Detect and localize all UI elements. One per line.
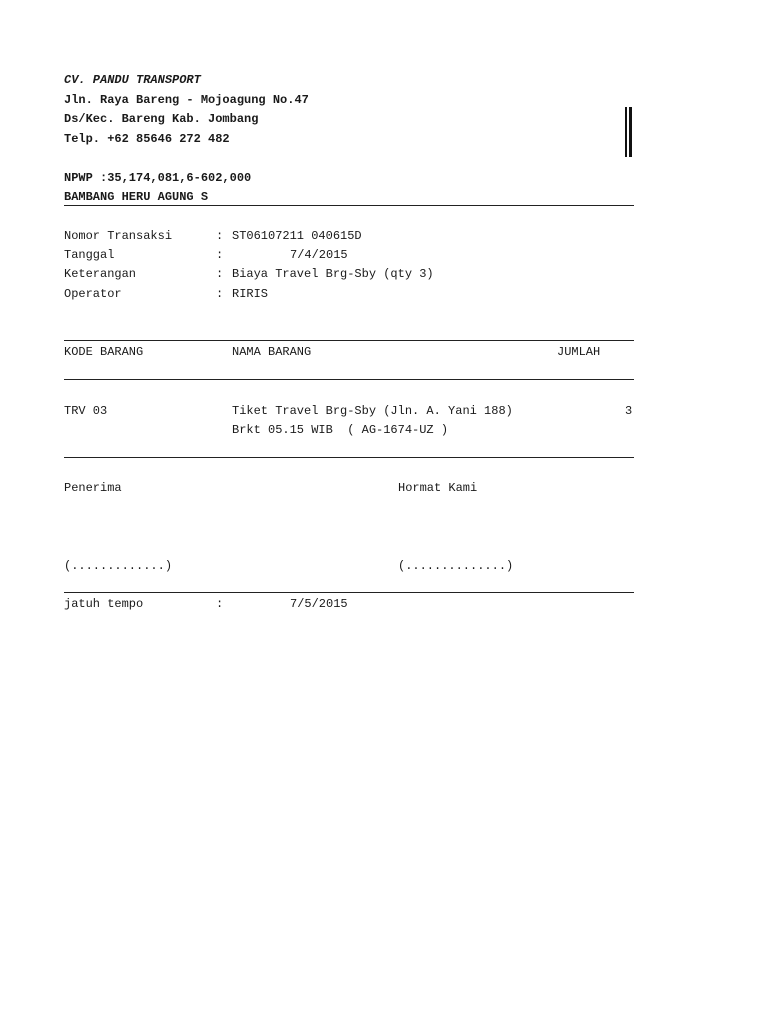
sender-label: Hormat Kami <box>398 481 478 495</box>
barcode-mark <box>629 107 632 157</box>
row-code: TRV 03 <box>64 404 108 418</box>
due-value: 7/5/2015 <box>290 597 348 611</box>
info-colon: : <box>216 287 224 301</box>
column-header-code: KODE BARANG <box>64 345 144 359</box>
due-colon: : <box>216 597 224 611</box>
receiver-label: Penerima <box>64 481 122 495</box>
table-bottom-divider <box>64 457 634 458</box>
info-value-date: 7/4/2015 <box>290 248 348 262</box>
info-label-transaction: Nomor Transaksi <box>64 229 173 243</box>
company-npwp: NPWP :35,174,081,6-602,000 <box>64 171 252 185</box>
info-value-operator: RIRIS <box>232 287 269 301</box>
row-name-line2: Brkt 05.15 WIB ( AG-1674-UZ ) <box>232 423 449 437</box>
due-label: jatuh tempo <box>64 597 144 611</box>
info-colon: : <box>216 229 224 243</box>
barcode-mark <box>625 107 627 157</box>
info-colon: : <box>216 248 224 262</box>
sender-signature-line: (..............) <box>398 559 514 573</box>
column-header-name: NAMA BARANG <box>232 345 312 359</box>
header-divider <box>64 205 634 206</box>
company-address-line2: Ds/Kec. Bareng Kab. Jombang <box>64 112 259 126</box>
info-label-date: Tanggal <box>64 248 115 262</box>
info-label-description: Keterangan <box>64 267 137 281</box>
footer-divider <box>64 592 634 593</box>
receiver-signature-line: (.............) <box>64 559 173 573</box>
row-name-line1: Tiket Travel Brg-Sby (Jln. A. Yani 188) <box>232 404 513 418</box>
info-value-transaction: ST06107211 040615D <box>232 229 362 243</box>
table-header-divider <box>64 379 634 380</box>
info-colon: : <box>216 267 224 281</box>
column-header-qty: JUMLAH <box>557 345 601 359</box>
company-name: CV. PANDU TRANSPORT <box>64 73 201 87</box>
info-label-operator: Operator <box>64 287 122 301</box>
company-address-line1: Jln. Raya Bareng - Mojoagung No.47 <box>64 93 309 107</box>
row-qty: 3 <box>625 404 633 418</box>
info-value-description: Biaya Travel Brg-Sby (qty 3) <box>232 267 434 281</box>
table-top-divider <box>64 340 634 341</box>
company-owner: BAMBANG HERU AGUNG S <box>64 190 209 204</box>
company-phone: Telp. +62 85646 272 482 <box>64 132 230 146</box>
